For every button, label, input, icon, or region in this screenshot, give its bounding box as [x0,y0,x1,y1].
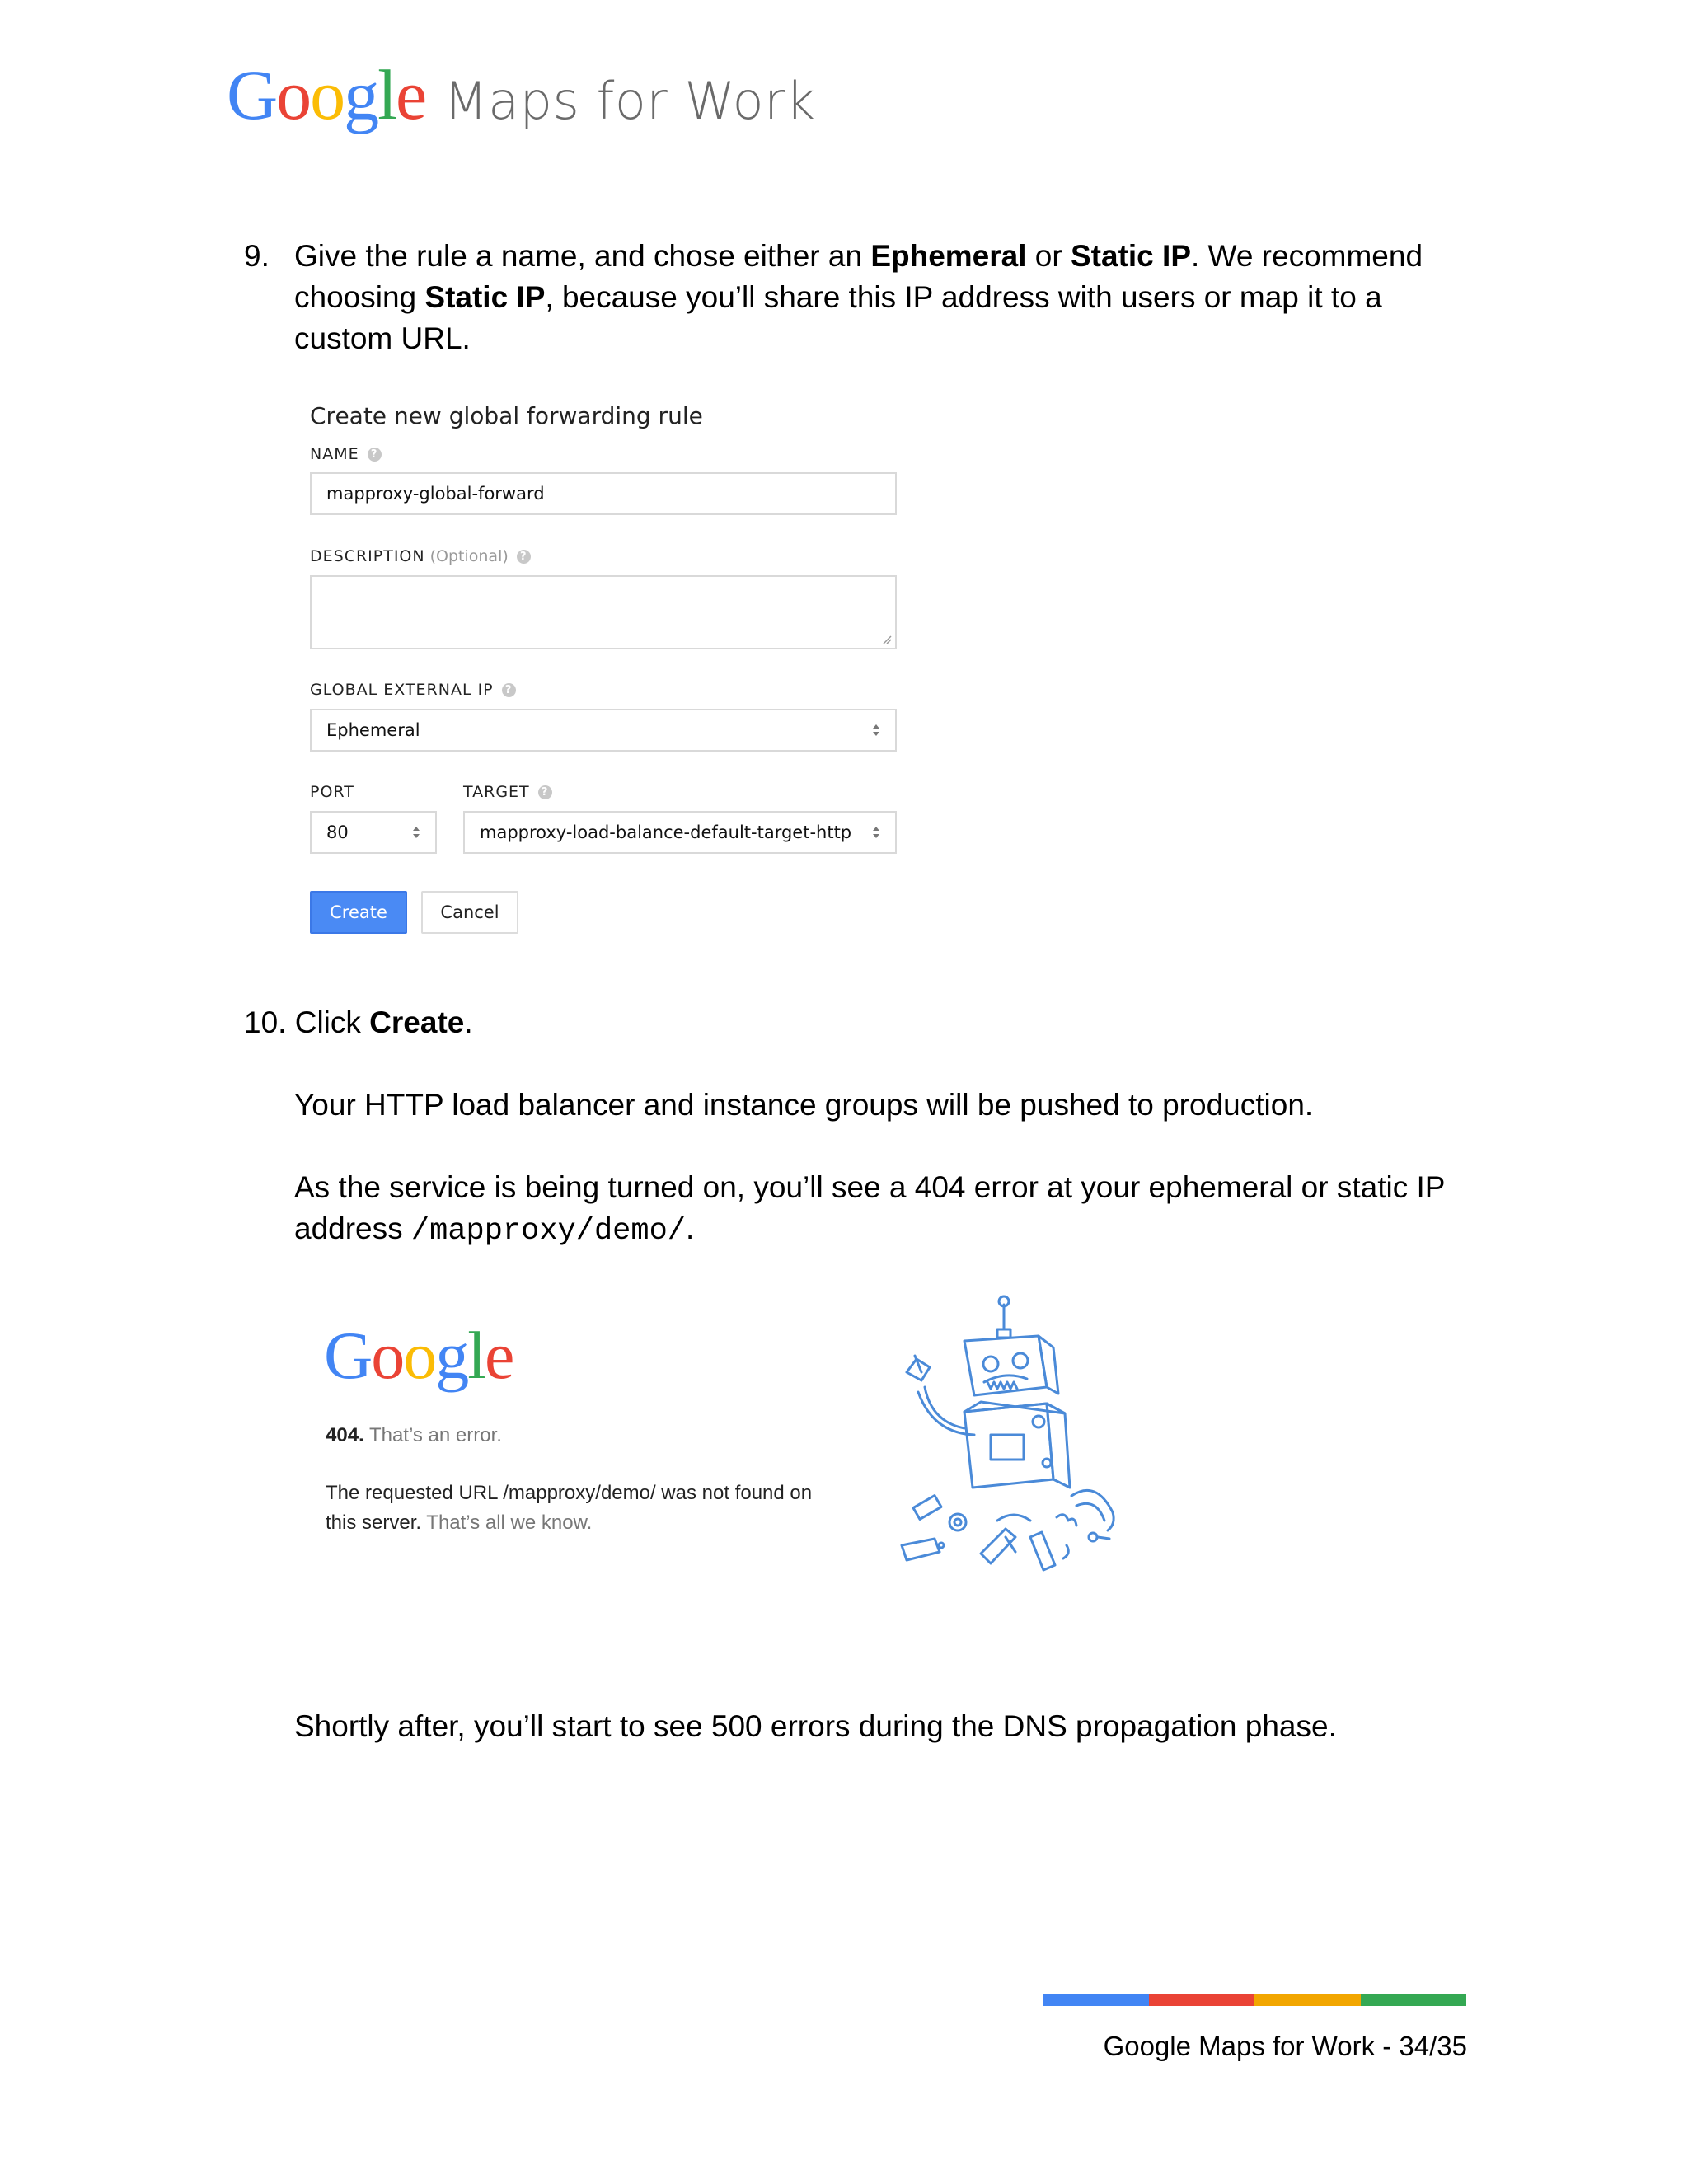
text: That’s all we know. [421,1511,593,1534]
port-stepper[interactable] [310,811,437,854]
logo-letter: G [227,55,277,134]
code-text: /mapproxy/demo/ [410,1214,686,1249]
target-select[interactable] [463,811,897,854]
text: this server. [326,1511,422,1534]
description-textarea[interactable] [310,575,897,649]
step-number: 10. [244,1005,287,1039]
logo-letter: e [485,1318,513,1393]
bold-text: Static IP [1071,239,1191,273]
bold-text: Static IP [424,280,546,314]
text: Give the rule a name, and chose either an [294,239,871,273]
resize-handle-icon[interactable] [882,635,892,644]
error-detail [326,1479,853,1538]
ip-label [310,681,516,699]
broken-robot-illustration [882,1290,1129,1586]
help-icon[interactable]: ? [368,448,382,462]
logo-letter: o [310,55,345,134]
footer-page-label: Google Maps for Work - 34/35 [1103,2031,1467,2061]
help-icon[interactable]: ? [538,785,552,799]
name-input[interactable] [310,472,897,515]
logo-letter: l [467,1318,485,1393]
text: . [464,1005,473,1039]
label-text: NAME [310,445,359,463]
optional-text: (Optional) [429,547,509,565]
name-label [310,445,382,463]
target-label [463,783,552,801]
text: . [685,1212,695,1245]
select-arrows-icon [872,826,880,839]
logo-letter: o [371,1318,404,1393]
product-name: Maps for Work [443,71,816,131]
paragraph [294,1167,1481,1252]
cancel-button[interactable]: Cancel [421,891,518,934]
bold-text: Ephemeral [870,239,1027,273]
color-segment-green [1361,1994,1467,2006]
footer-color-bar [1043,1994,1466,2006]
error-line: The requested URL /mapproxy/demo/ was not found on [326,1482,813,1504]
paragraph: Your HTTP load balancer and instance groups will be pushed to production. [294,1088,1314,1122]
select-arrows-icon [872,724,880,737]
google-logo [227,55,426,134]
logo-letter: o [403,1318,436,1393]
label-text: GLOBAL EXTERNAL IP [310,681,494,699]
port-label [310,783,354,801]
text: As the service is being turned on, you’ll see a 404 error at your ephemeral or static IP address [294,1170,1445,1245]
description-label [310,547,531,565]
text: . We recommend choosing [294,239,1423,314]
port-value: 80 [326,823,349,842]
text: or [1026,239,1071,273]
ip-value: Ephemeral [326,720,420,740]
error-google-logo [324,1318,513,1393]
logo-letter: G [324,1318,372,1393]
create-button[interactable]: Create [310,891,407,934]
text: , because you’ll share this IP address with users or map it to a custom URL. [294,280,1382,355]
logo-letter: g [344,55,378,134]
color-segment-blue [1043,1994,1149,2006]
label-text: PORT [310,783,354,801]
logo-letter: g [435,1318,468,1393]
bold-text: Create [369,1005,465,1039]
help-icon[interactable]: ? [502,683,516,697]
name-value: mapproxy-global-forward [326,484,545,504]
error-code: 404. [326,1424,364,1446]
color-segment-yellow [1254,1994,1361,2006]
header-logo [227,55,816,134]
step-9-text [294,236,1481,359]
color-segment-red [1149,1994,1255,2006]
label-text: TARGET [463,783,530,801]
form-title: Create new global forwarding rule [310,402,703,429]
text: Click [294,1005,370,1039]
error-heading [326,1421,502,1451]
step-10 [244,1002,473,1043]
paragraph: Shortly after, you’ll start to see 500 errors during the DNS propagation phase. [294,1709,1337,1743]
help-icon[interactable]: ? [517,550,531,564]
error-line [326,1508,853,1538]
ip-select[interactable] [310,709,897,752]
logo-letter: l [377,55,396,134]
step-number: 9. [244,239,270,273]
target-value: mapproxy-load-balance-default-target-http [480,823,852,842]
logo-letter: e [396,55,426,134]
logo-letter: o [276,55,311,134]
error-message: That’s an error. [363,1424,502,1446]
stepper-arrows-icon[interactable] [412,826,420,839]
label-text: DESCRIPTION [310,547,425,565]
